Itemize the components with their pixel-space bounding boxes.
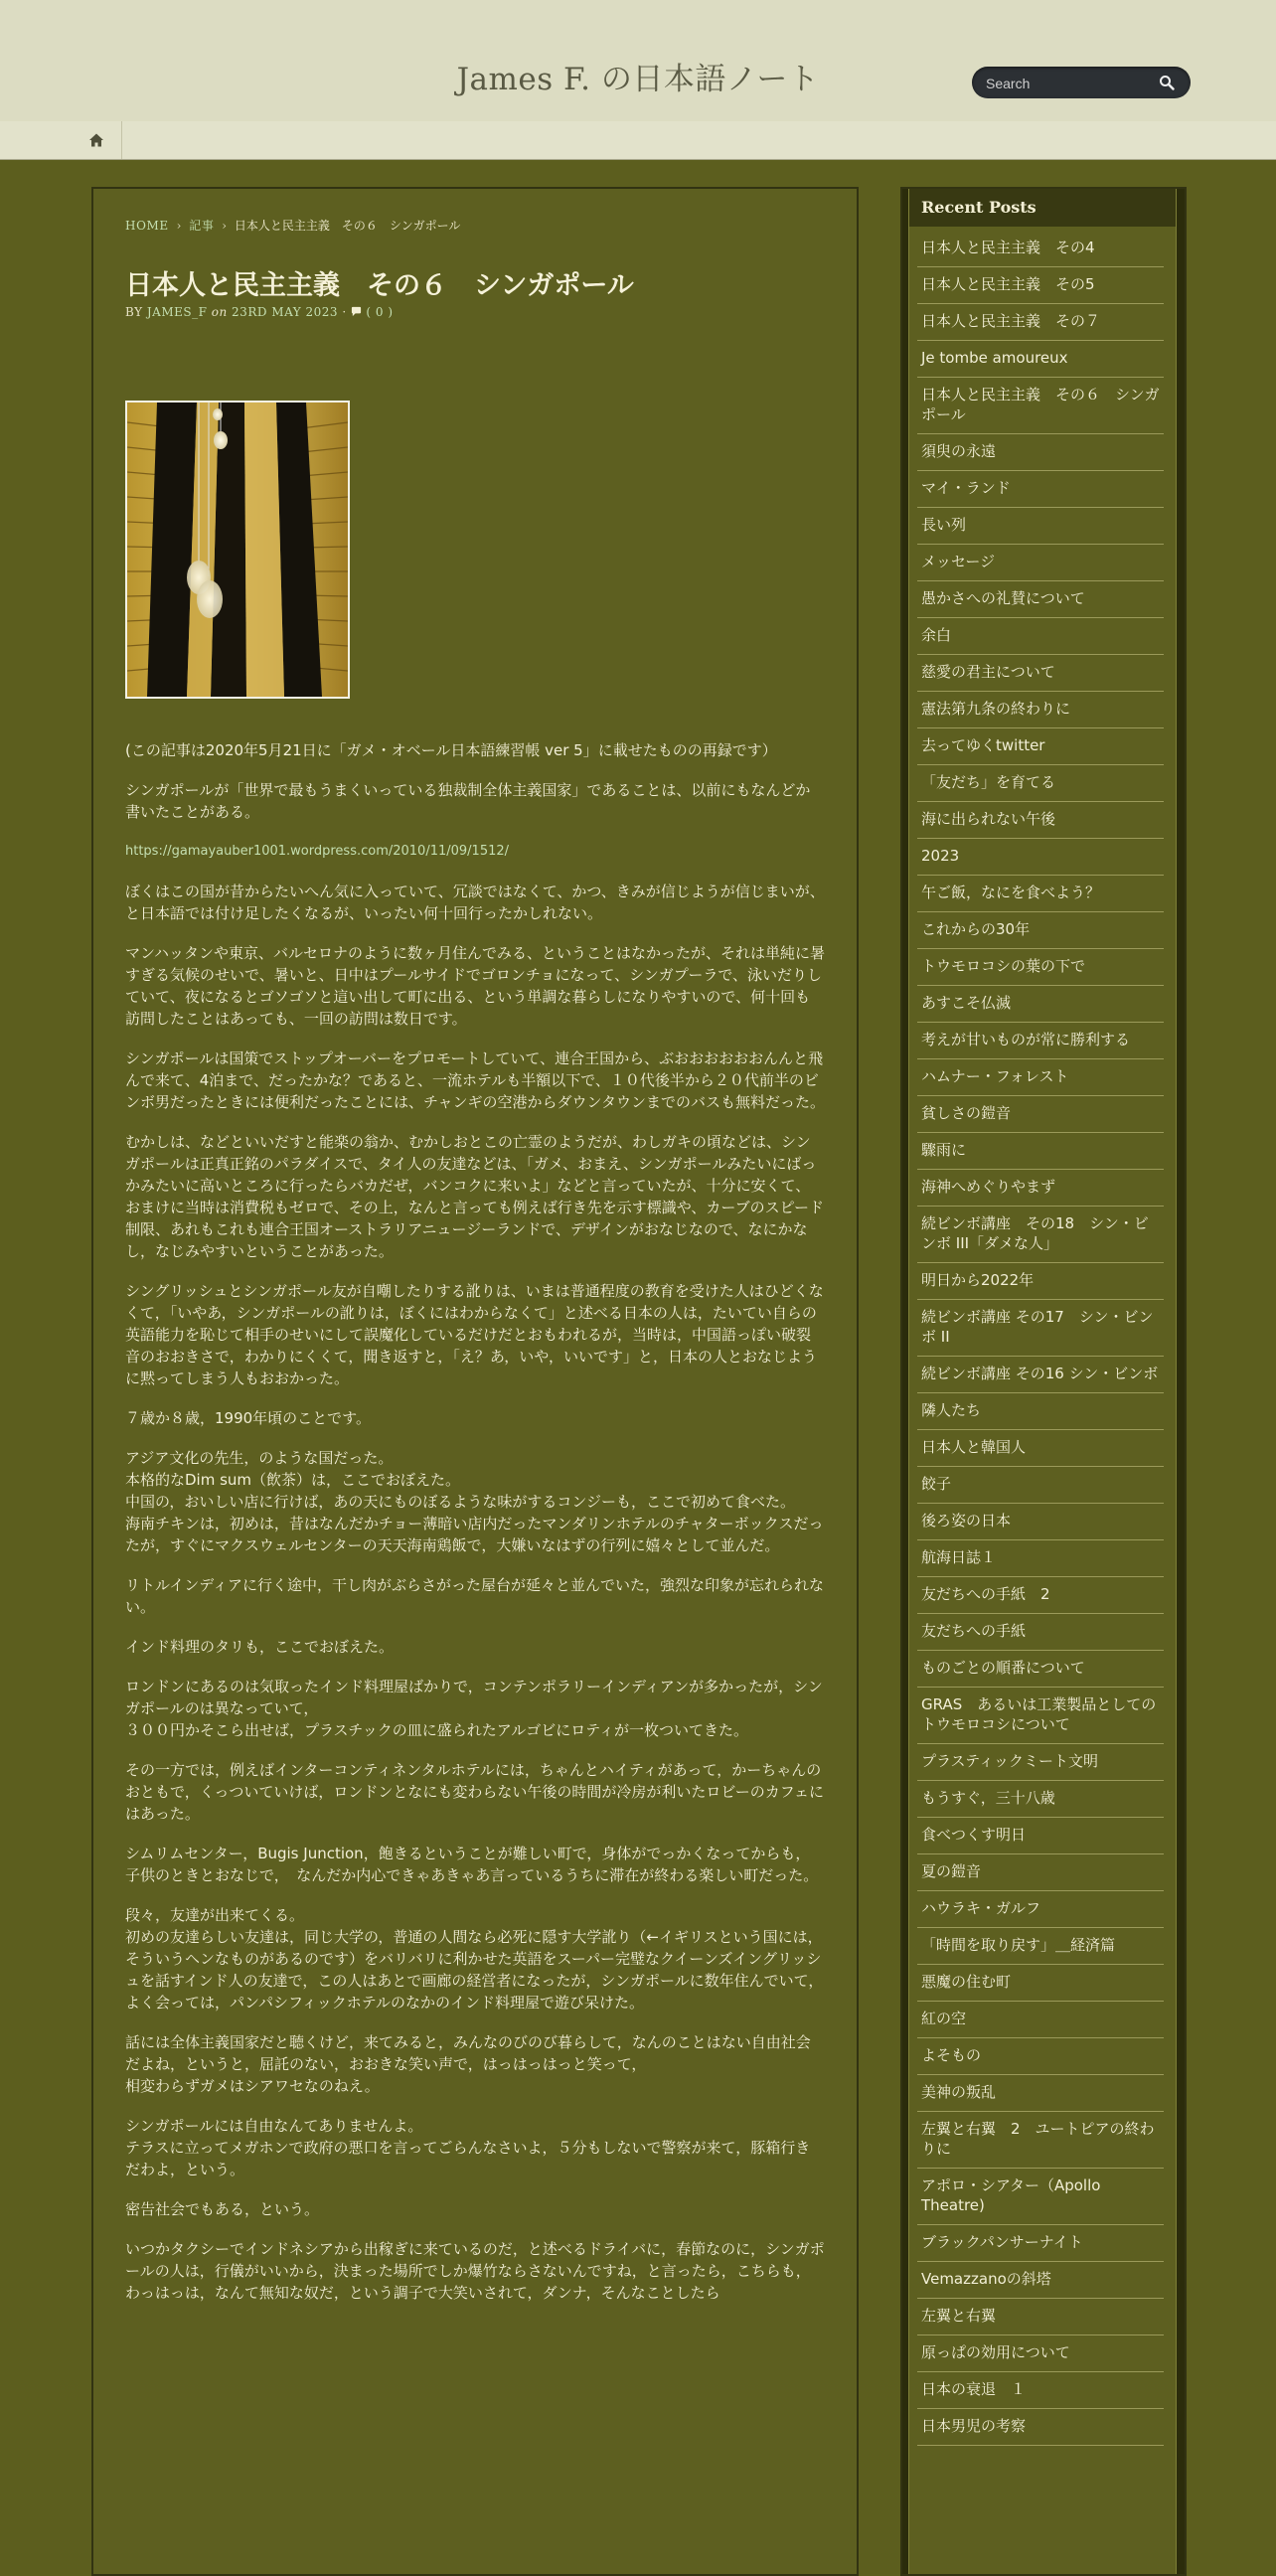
author-link[interactable]: JAMES_F: [146, 305, 208, 319]
recent-post-link[interactable]: 紅の空: [917, 2002, 1164, 2038]
recent-post-link[interactable]: 慈愛の君主について: [917, 655, 1164, 692]
byline-on: on: [211, 305, 228, 319]
post-paragraph: ロンドンにあるのは気取ったインド料理屋ばかりで，コンテンポラリーインディアンが多かったが，シンガポールのは異なっていて， ３００円かそこら出せば，プラスチックの皿に盛られたアルゴビにロティが一枚ついてきた。: [125, 1678, 823, 1739]
hotel-atrium-photo: [127, 402, 348, 697]
breadcrumb-separator: ›: [176, 219, 182, 233]
recent-post-link[interactable]: 友だちへの手紙: [917, 1614, 1164, 1651]
post-paragraph: 密告社会でもある，という。: [125, 2200, 320, 2218]
site-header: [0, 0, 1276, 122]
post-paragraph: インド料理のタリも，ここでおぼえた。: [125, 1638, 395, 1656]
recent-post-link[interactable]: 日本人と民主主義 その4: [917, 231, 1164, 267]
byline-dot: ·: [342, 305, 347, 319]
recent-post-link[interactable]: トウモロコシの葉の下で: [917, 949, 1164, 986]
post-paragraph: アジア文化の先生，のような国だった。 本格的なDim sum（飲茶）は，ここでおぼえた。 中国の，おいしい店に行けば，あの天にものぼるような味がするコンジーも，ここで初めて食べた。 海南チキンは，初めは，昔はなんだかチョー薄暗い店内だったマンダリンホテルのチャターボックスだったが，すぐにマクスウェルセンターの天天海南鶏飯で，大嫌いなはずの行列に嬉々として並んだ。: [125, 1449, 824, 1554]
recent-post-link[interactable]: 日本人と韓国人: [917, 1430, 1164, 1467]
recent-posts-widget: [908, 189, 1177, 2574]
recent-post-link[interactable]: 須臾の永遠: [917, 434, 1164, 471]
post-paragraph: リトルインディアに行く途中，干し肉がぶらさがった屋台が延々と並んでいた，強烈な印象が忘れられない。: [125, 1576, 825, 1616]
post-paragraph: 段々，友達が出来てくる。 初めの友達らしい友達は，同じ大学の，普通の人間なら必死に隠す大学訛り（←イギリスという国には，そういうヘンなものがあるのです）をバリバリに利かせた英語をスーパー完璧なクイーンズイングリッシュを話すインド人の友達で，この人はあとで画廊の経営者になったが，シンガポールに数年住んでいて，よく会っては，パンパシフィックホテルのなかのインド料理屋で遊び呆けた。: [125, 1906, 824, 2012]
recent-post-link[interactable]: プラスティックミート文明: [917, 1744, 1164, 1781]
search-box[interactable]: [972, 67, 1191, 98]
site-title[interactable]: James F. の日本語ノート: [456, 62, 820, 97]
recent-post-link[interactable]: 原っぱの効用について: [917, 2335, 1164, 2372]
byline-by: BY: [125, 305, 143, 319]
recent-post-link[interactable]: メッセージ: [917, 545, 1164, 581]
recent-post-link[interactable]: ハウラキ・ガルフ: [917, 1891, 1164, 1928]
recent-post-link[interactable]: 長い列: [917, 508, 1164, 545]
recent-post-link[interactable]: 左翼と右翼: [917, 2299, 1164, 2335]
post-paragraph: むかしは、などといいだすと能楽の翁か、むかしおとこの亡霊のようだが、わしガキの頃などは、シンガポールは正真正銘のパラダイスで、タイ人の友達などは、「ガメ、おまえ、シンガポールみたいにばっかみたいに高いところに行ったらバカだぜ，バンコクに来いよ」などと言っていたが、十分に安くて、おまけに当時は消費税もゼロで、その上，なんと言っても例えば行き先を示す標識や、カーブのスピード制限、あれもこれも連合王国オーストラリアニュージーランドで、デザインがおなじなので、なにかなし，なじみやすいということがあった。: [125, 1133, 825, 1260]
post-paragraph: シンガポールが「世界で最もうまくいっている独裁制全体主義国家」であることは、以前にもなんどか書いたことがある。: [125, 781, 811, 821]
post-byline: [125, 305, 394, 319]
search-icon[interactable]: [1159, 75, 1175, 90]
recent-post-link[interactable]: Je tombe amoureux: [917, 341, 1164, 378]
recent-post-link[interactable]: ブラックパンサーナイト: [917, 2225, 1164, 2262]
recent-post-link[interactable]: 続ビンボ講座 その18 シン・ビンボ III「ダメな人」: [917, 1207, 1164, 1263]
recent-post-link[interactable]: 日本の衰退 １: [917, 2372, 1164, 2409]
post-paragraph: ７歳か８歳，1990年頃のことです。: [125, 1409, 371, 1427]
comment-count: 0: [375, 305, 384, 319]
recent-post-link[interactable]: 美神の叛乱: [917, 2075, 1164, 2112]
post-paragraph: いつかタクシーでインドネシアから出稼ぎに来ているのだ，と述べるドライバに，春節なのに，シンガポールの人は，行儀がいいから，決まった場所でしか爆竹ならさないんですね，と言ったら，こちらも，わっはっは，なんて無知な奴だ，という調子で大笑いされて，ダンナ，そんなことしたら: [125, 2240, 825, 2302]
post-title: 日本人と民主主義 その６ シンガポール: [125, 270, 634, 301]
post-paragraph: その一方では，例えばインターコンティネンタルホテルには，ちゃんとハイティがあって，かーちゃんのおともで，くっついていけば，ロンドンとなにも変わらない午後の時間が冷房が利いたロビーのカフェにはあった。: [125, 1761, 825, 1823]
post-link[interactable]: https://gamayauber1001.wordpress.com/2010/11/09/1512/: [125, 844, 510, 859]
post-paragraph: シンガポールには自由なんてありませんよ。 テラスに立ってメガホンで政府の悪口を言ってごらんなさいよ，５分もしないで警察が来て，豚箱行きだわよ，という。: [125, 2117, 811, 2178]
post-content: [91, 187, 859, 2576]
recent-post-link[interactable]: 航海日誌１: [917, 1540, 1164, 1577]
post-paragraph: ぼくはこの国が昔からたいへん気に入っていて、冗談ではなくて、かつ、きみが信じようが信じまいが、と日本語では付け足したくなるが、いったい何十回行ったかしれない。: [125, 883, 825, 922]
recent-post-link[interactable]: 日本男児の考察: [917, 2409, 1164, 2446]
recent-post-link[interactable]: GRAS あるいは工業製品としてのトウモロコシについて: [917, 1688, 1164, 1744]
recent-post-link[interactable]: 2023: [917, 839, 1164, 876]
recent-post-link[interactable]: 後ろ姿の日本: [917, 1504, 1164, 1540]
post-paragraph: シンガポールは国策でストップオーバーをプロモートしていて、連合王国から、ぶおおおおおおんんと飛んで来て、4泊まで、だったかな？であると、一流ホテルも半額以下で、１０代後半から２０代前半のビンボ男だったときには便利だったことには、チャンギの空港からダウンタウンまでのバスも無料だった。: [125, 1049, 825, 1111]
post-paragraph: (この記事は2020年5月21日に「ガメ・オベール日本語練習帳 ver 5」に載せたものの再録です）: [125, 741, 777, 759]
breadcrumb-home[interactable]: HOME: [125, 219, 169, 233]
recent-posts-list: [917, 231, 1164, 2446]
post-paragraph: 話には全体主義国家だと聴くけど，来てみると，みんなのびのび暮らして，なんのことはない自由社会だよね，というと，屈託のない，おおきな笑い声で，はっはっはっと笑って， 相変わらずガメはシアワセなのねえ。: [125, 2033, 811, 2095]
comments-open: (: [366, 305, 372, 319]
recent-post-link[interactable]: 「友だち」を育てる: [917, 765, 1164, 802]
recent-post-link[interactable]: これからの30年: [917, 912, 1164, 949]
recent-post-link[interactable]: 隣人たち: [917, 1393, 1164, 1430]
recent-post-link[interactable]: 続ビンボ講座 その16 シン・ビンボ: [917, 1357, 1164, 1393]
recent-post-link[interactable]: あすこそ仏滅: [917, 986, 1164, 1023]
recent-posts-title: Recent Posts: [909, 189, 1176, 227]
comments-close: ): [388, 305, 394, 319]
recent-post-link[interactable]: 明日から2022年: [917, 1263, 1164, 1300]
recent-post-link[interactable]: 「時間を取り戻す」＿経済篇: [917, 1928, 1164, 1965]
sidebar: [900, 187, 1187, 2576]
post-paragraph: シングリッシュとシンガポール友が自嘲したりする訛りは、いまは普通程度の教育を受けた人はひどくなくて，「いやあ，シンガポールの訛りは，ぼくにはわからなくて」と述べる日本の人は，たいてい自らの英語能力を恥じて相手のせいにして誤魔化しているだけだとおもわれるが，当時は，中国語っぽい破裂音のおおきさで，わかりにくくて，聞き返すと，「え？あ，いや，いいです」と，日本の人とおなじように黙ってしまう人もおおかった。: [125, 1282, 824, 1387]
recent-post-link[interactable]: 悪魔の住む町: [917, 1965, 1164, 2002]
recent-post-link[interactable]: 続ビンボ講座 その17 シン・ビンボ II: [917, 1300, 1164, 1357]
recent-post-link[interactable]: 餃子: [917, 1467, 1164, 1504]
recent-post-link[interactable]: 日本人と民主主義 その5: [917, 267, 1164, 304]
home-icon: [88, 132, 104, 148]
recent-post-link[interactable]: 憲法第九条の終わりに: [917, 692, 1164, 728]
breadcrumb-category[interactable]: 記事: [189, 219, 215, 233]
comment-icon[interactable]: [351, 306, 362, 317]
post-paragraph: マンハッタンや東京、バルセロナのように数ヶ月住んでみる、ということはなかったが、それは単純に暑すぎる気候のせいで、暑いと、日中はプールサイドでゴロンチョになって、シンガプーラで、泳いだりしていて、夜になるとゴソゴソと這い出して町に出る、という単調な暮らしになりやすいので、何十回も訪問したことはあっても、一回の訪問は数日です。: [125, 944, 825, 1028]
comments-link[interactable]: [366, 305, 393, 319]
recent-post-link[interactable]: ハムナー・フォレスト: [917, 1059, 1164, 1096]
recent-post-link[interactable]: アポロ・シアター（Apollo Theatre): [917, 2169, 1164, 2225]
post-image[interactable]: [125, 401, 350, 699]
recent-post-link[interactable]: 左翼と右翼 2 ユートピアの終わりに: [917, 2112, 1164, 2169]
recent-post-link[interactable]: Vemazzanoの斜塔: [917, 2262, 1164, 2299]
recent-post-link[interactable]: もうすぐ，三十八歳: [917, 1781, 1164, 1818]
home-nav-button[interactable]: [72, 121, 122, 159]
recent-post-link[interactable]: 友だちへの手紙 2: [917, 1577, 1164, 1614]
recent-post-link[interactable]: ものごとの順番について: [917, 1651, 1164, 1688]
breadcrumb-separator: ›: [222, 219, 228, 233]
breadcrumb: [125, 217, 460, 234]
breadcrumb-current: 日本人と民主主義 その６ シンガポール: [234, 219, 461, 233]
recent-post-link[interactable]: 日本人と民主主義 その７: [917, 304, 1164, 341]
recent-post-link[interactable]: マイ・ランド: [917, 471, 1164, 508]
post-body: [125, 739, 825, 2322]
recent-post-link[interactable]: 考えが甘いものが常に勝利する: [917, 1023, 1164, 1059]
post-paragraph: シムリムセンター，Bugis Junction，飽きるということが難しい町で，身体がでっかくなってからも，子供のときとおなじで， なんだか内心できゃあきゃあ言っているうちに滞在が終わる楽しい町だった。: [125, 1845, 819, 1884]
recent-post-link[interactable]: 夏の鎧音: [917, 1854, 1164, 1891]
recent-post-link[interactable]: 午ご飯，なにを食べよう？: [917, 876, 1164, 912]
main-nav: [0, 121, 1276, 160]
recent-post-link[interactable]: 驟雨に: [917, 1133, 1164, 1170]
recent-post-link[interactable]: 余白: [917, 618, 1164, 655]
recent-post-link[interactable]: 去ってゆくtwitter: [917, 728, 1164, 765]
post-date[interactable]: 23RD MAY 2023: [232, 305, 339, 319]
recent-post-link[interactable]: 食べつくす明日: [917, 1818, 1164, 1854]
recent-post-link[interactable]: 日本人と民主主義 その６ シンガポール: [917, 378, 1164, 434]
recent-post-link[interactable]: よそもの: [917, 2038, 1164, 2075]
recent-post-link[interactable]: 海に出られない午後: [917, 802, 1164, 839]
recent-post-link[interactable]: 海神へめぐりやまず: [917, 1170, 1164, 1207]
recent-post-link[interactable]: 愚かさへの礼賛について: [917, 581, 1164, 618]
recent-post-link[interactable]: 貧しさの鎧音: [917, 1096, 1164, 1133]
search-input[interactable]: [984, 73, 1152, 94]
